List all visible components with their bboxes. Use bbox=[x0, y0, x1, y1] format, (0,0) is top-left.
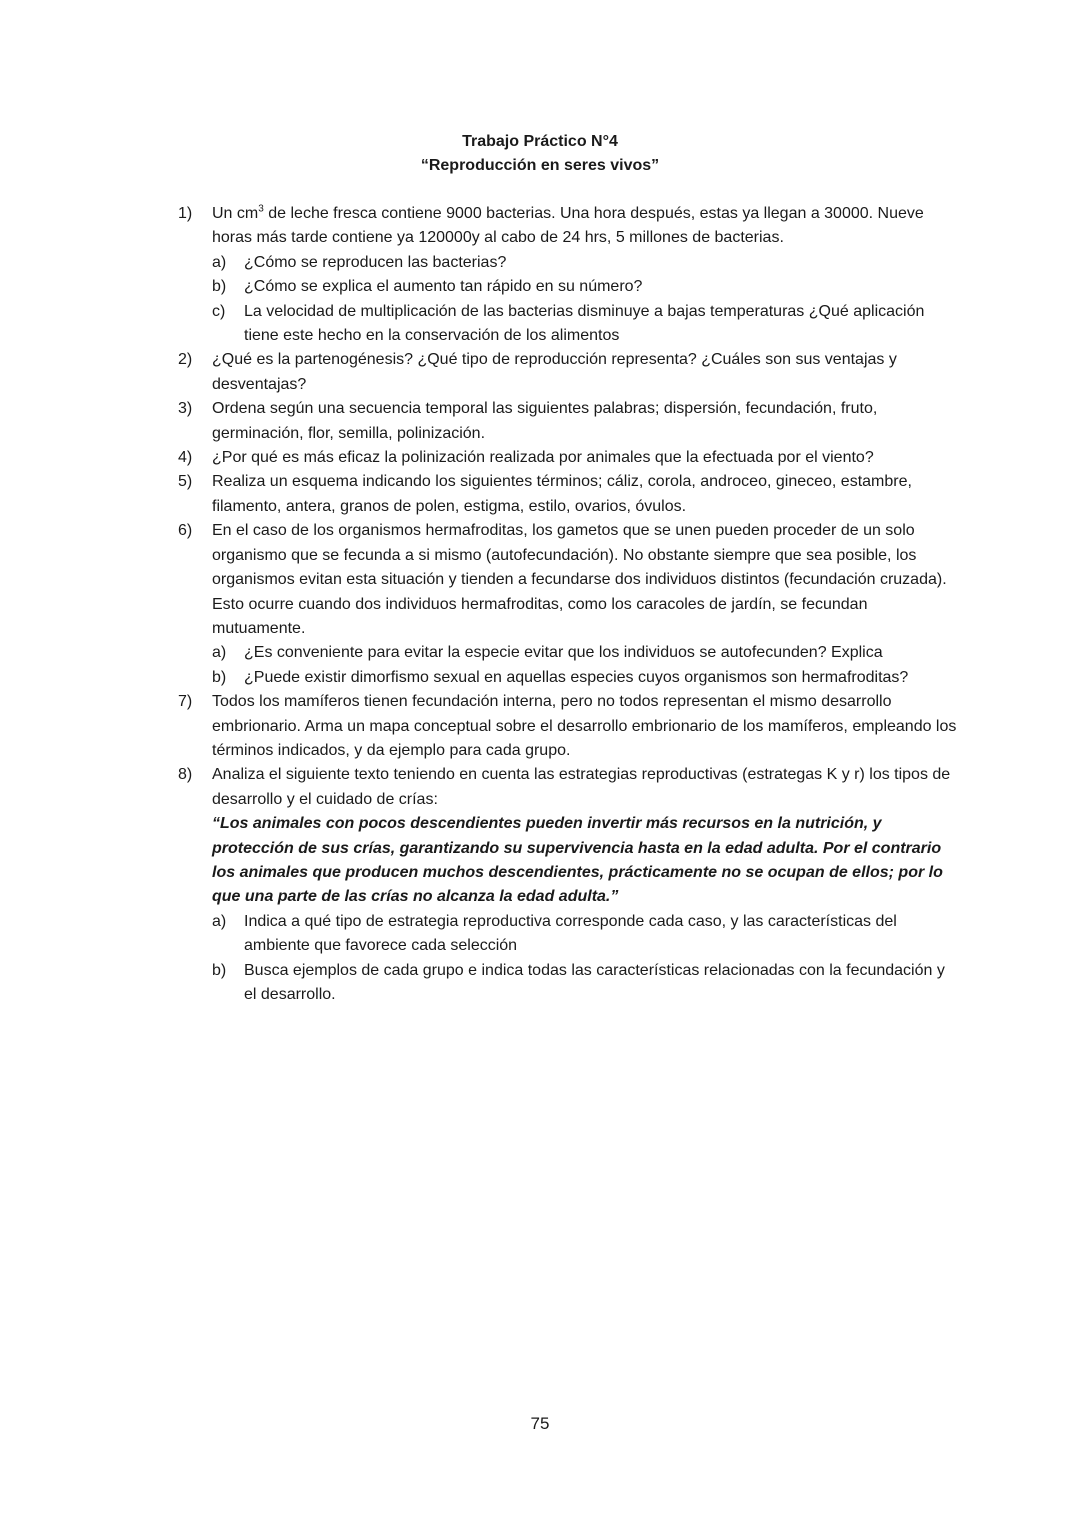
sub-question-b bbox=[212, 959, 958, 1008]
question-text: Todos los mamíferos tienen fecundación interna, pero no todos representan el mismo desarrollo embrionario. Arma un mapa conceptual sobre el desarrollo embrionario de los mamíferos, empleando los términos indicados, y da ejemplo para cada grupo. bbox=[212, 693, 957, 759]
question-number: 3) bbox=[178, 400, 193, 418]
sub-question-text: Busca ejemplos de cada grupo e indica todas las características relacionadas con la fecundación y el desarrollo. bbox=[244, 961, 945, 1003]
question-2 bbox=[178, 348, 958, 397]
question-5 bbox=[178, 470, 958, 519]
sub-question-letter: b) bbox=[212, 961, 227, 979]
question-8 bbox=[178, 763, 958, 1007]
sub-question-a bbox=[212, 910, 958, 959]
question-text: Realiza un esquema indicando los siguientes términos; cáliz, corola, androceo, gineceo, estambre, filamento, antera, granos de polen, estigma, estilo, ovarios, óvulos. bbox=[212, 473, 912, 515]
question-text: Un $cm^3$ de leche fresca contiene 9000 bacterias. Una hora después, estas ya llegan a 30000. Nueve horas más tarde contiene ya 120000y al cabo de 24 hrs, 5 millones de bacterias. bbox=[212, 203, 924, 247]
question-number: 5) bbox=[178, 473, 193, 491]
question-text: Ordena según una secuencia temporal las siguientes palabras; dispersión, fecundación, fruto, germinación, flor, semilla, polinización. bbox=[212, 400, 878, 442]
sub-question-text: ¿Puede existir dimorfismo sexual en aquellas especies cuyos organismos son hermafroditas? bbox=[244, 668, 909, 686]
sub-questions bbox=[212, 641, 958, 690]
sub-question-text: La velocidad de multiplicación de las bacterias disminuye a bajas temperaturas ¿Qué aplicación tiene este hecho en la conservación de los alimentos bbox=[244, 302, 925, 345]
page-number: 75 bbox=[530, 1414, 550, 1433]
question-1 bbox=[178, 202, 958, 348]
sub-question-letter: a) bbox=[212, 253, 227, 271]
question-3 bbox=[178, 397, 958, 446]
question-6 bbox=[178, 519, 958, 690]
quoted-passage: “Los animales con pocos descendientes pueden invertir más recursos en la nutrición, y protección de sus crías, garantizando su supervivencia hasta en la edad adulta. Por el contrario los animales que producen muchos descendientes, prácticamente no se ocupan de ellos; por lo que una parte de las crías no alcanza la edad adulta.” bbox=[212, 815, 943, 906]
superscript-3: 3 bbox=[258, 203, 264, 215]
page-title: Trabajo Práctico N°4 bbox=[462, 133, 618, 150]
sub-question-text: Indica a qué tipo de estrategia reproductiva corresponde cada caso, y las características del ambiente que favorece cada selección bbox=[244, 912, 897, 955]
sub-question-letter: a) bbox=[212, 644, 227, 662]
sub-question-letter: c) bbox=[212, 302, 226, 320]
sub-question-c bbox=[212, 300, 958, 349]
question-text: ¿Qué es la partenogénesis? ¿Qué tipo de reproducción representa? ¿Cuáles son sus ventajas y desventajas? bbox=[212, 351, 897, 393]
sub-questions bbox=[212, 910, 958, 1008]
sub-question-letter: b) bbox=[212, 278, 227, 296]
sub-question-text: ¿Cómo se reproducen las bacterias? bbox=[244, 253, 507, 271]
question-number: 1) bbox=[178, 205, 193, 222]
sub-question-a bbox=[212, 251, 958, 275]
sub-questions bbox=[212, 251, 958, 349]
sub-question-b bbox=[212, 666, 958, 690]
sub-question-letter: a) bbox=[212, 912, 227, 930]
question-7 bbox=[178, 690, 958, 763]
question-text: ¿Por qué es más eficaz la polinización realizada por animales que la efectuada por el viento? bbox=[212, 449, 874, 467]
questions-list bbox=[178, 202, 958, 1007]
document-header bbox=[0, 130, 1080, 178]
sub-question-letter: b) bbox=[212, 668, 227, 686]
question-number: 8) bbox=[178, 766, 193, 784]
question-number: 7) bbox=[178, 693, 193, 711]
question-text: Analiza el siguiente texto teniendo en cuenta las estrategias reproductivas (estrategas K y r) los tipos de desarrollo y el cuidado de crías: bbox=[212, 766, 951, 808]
page-subtitle: “Reproducción en seres vivos” bbox=[420, 157, 660, 174]
question-number: 4) bbox=[178, 449, 193, 467]
question-text: En el caso de los organismos hermafroditas, los gametos que se unen pueden proceder de un solo organismo que se fecunda a si mismo (autofecundación). No obstante siempre que sea posible, los organismos evitan esta situación y tienden a fecundarse dos individuos distintos (fecundación cruzada). Esto ocurre cuando dos individuos hermafroditas, como los caracoles de jardín, se fecundan mutuamente. bbox=[212, 522, 947, 637]
question-number: 6) bbox=[178, 522, 193, 540]
sub-question-b bbox=[212, 275, 958, 299]
sub-question-a bbox=[212, 641, 958, 665]
sub-question-text: ¿Es conveniente para evitar la especie evitar que los individuos se autofecunden? Explica bbox=[244, 644, 883, 662]
question-4 bbox=[178, 446, 958, 470]
sub-question-text: ¿Cómo se explica el aumento tan rápido en su número? bbox=[244, 278, 643, 296]
question-number: 2) bbox=[178, 351, 193, 369]
